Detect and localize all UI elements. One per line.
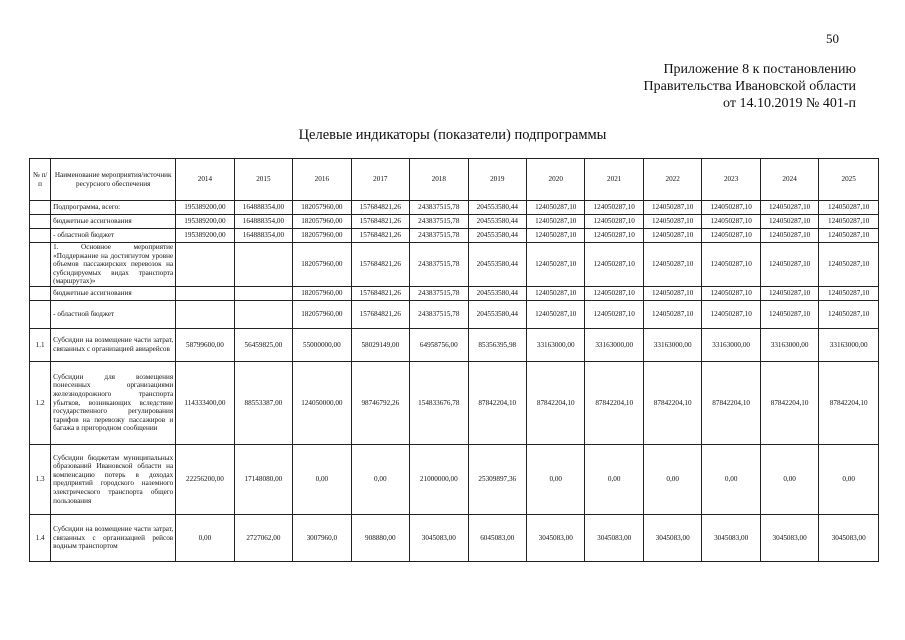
- header-name-cell: Наименование мероприятия/источник ресурсного обеспечения: [51, 159, 176, 201]
- row-value-cell: 124050287,10: [585, 243, 643, 287]
- row-value-cell: 124050287,10: [702, 286, 760, 300]
- row-name-cell: Субсидии бюджетам муниципальных образований Ивановской области на компенсацию потерь в доходах предприятий городского наземного электрического транспорта общего пользования: [51, 444, 176, 514]
- row-value-cell: 124050287,10: [819, 243, 879, 287]
- row-value-cell: 33163000,00: [643, 328, 701, 361]
- table-row: [30, 286, 879, 300]
- row-value-cell: 3045083,00: [819, 514, 879, 561]
- row-value-cell: 3045083,00: [702, 514, 760, 561]
- row-value-cell: [234, 243, 292, 287]
- row-value-cell: 85356395,98: [468, 328, 526, 361]
- row-value-cell: 33163000,00: [819, 328, 879, 361]
- row-number-cell: [30, 286, 51, 300]
- row-value-cell: 33163000,00: [585, 328, 643, 361]
- row-value-cell: 114333400,00: [176, 361, 234, 444]
- table-row: [30, 361, 879, 444]
- row-number-cell: [30, 300, 51, 328]
- row-value-cell: [176, 243, 234, 287]
- row-name-cell: Субсидии на возмещение части затрат, связанных с организацией авиарейсов: [51, 328, 176, 361]
- row-value-cell: 0,00: [702, 444, 760, 514]
- appendix-line-3: от 14.10.2019 № 401-п: [723, 96, 856, 111]
- row-value-cell: 3007960,0: [293, 514, 351, 561]
- row-value-cell: 182057960,00: [293, 243, 351, 287]
- row-value-cell: 124050287,10: [760, 201, 818, 215]
- table-row: [30, 444, 879, 514]
- row-value-cell: 124050287,10: [819, 229, 879, 243]
- row-value-cell: 87842204,10: [643, 361, 701, 444]
- row-value-cell: 124050287,10: [819, 286, 879, 300]
- row-value-cell: 2727062,00: [234, 514, 292, 561]
- table-row: [30, 215, 879, 229]
- row-value-cell: 124050287,10: [643, 201, 701, 215]
- header-year-cell: 2022: [643, 159, 701, 201]
- row-value-cell: 157684821,26: [351, 229, 409, 243]
- header-year-cell: 2015: [234, 159, 292, 201]
- row-value-cell: 124050287,10: [760, 229, 818, 243]
- row-value-cell: 124050287,10: [527, 215, 585, 229]
- row-value-cell: 124050287,10: [760, 243, 818, 287]
- row-value-cell: 164888354,00: [234, 229, 292, 243]
- header-year-cell: 2014: [176, 159, 234, 201]
- row-value-cell: 124050287,10: [585, 215, 643, 229]
- row-value-cell: 243837515,78: [410, 286, 468, 300]
- row-value-cell: 0,00: [585, 444, 643, 514]
- page-number: 50: [826, 31, 839, 46]
- row-value-cell: 157684821,26: [351, 243, 409, 287]
- row-value-cell: 33163000,00: [702, 328, 760, 361]
- row-value-cell: 87842204,10: [760, 361, 818, 444]
- row-value-cell: 195389200,00: [176, 215, 234, 229]
- row-name-cell: 1. Основное мероприятие «Поддержание на достигнутом уровне объемов пассажирских перевозок на субсидируемых видах транспорта (маршрутах)»: [51, 243, 176, 287]
- row-value-cell: 0,00: [351, 444, 409, 514]
- table-row: [30, 201, 879, 215]
- row-value-cell: 0,00: [760, 444, 818, 514]
- row-value-cell: 22256200,00: [176, 444, 234, 514]
- row-value-cell: 33163000,00: [760, 328, 818, 361]
- row-value-cell: 124050287,10: [585, 300, 643, 328]
- document-title: Целевые индикаторы (показатели) подпрограммы: [298, 127, 607, 143]
- row-value-cell: 182057960,00: [293, 286, 351, 300]
- row-value-cell: 124050287,10: [702, 300, 760, 328]
- indicators-table: [29, 158, 879, 562]
- row-value-cell: 3045083,00: [585, 514, 643, 561]
- header-num-cell: № п/п: [30, 159, 51, 201]
- row-value-cell: 124050287,10: [585, 201, 643, 215]
- row-value-cell: 0,00: [527, 444, 585, 514]
- row-value-cell: 21000000,00: [410, 444, 468, 514]
- row-value-cell: 17148080,00: [234, 444, 292, 514]
- row-name-cell: бюджетные ассигнования: [51, 286, 176, 300]
- row-number-cell: 1.2: [30, 361, 51, 444]
- row-value-cell: 182057960,00: [293, 300, 351, 328]
- row-value-cell: 182057960,00: [293, 215, 351, 229]
- row-name-cell: бюджетные ассигнования: [51, 215, 176, 229]
- row-value-cell: 87842204,10: [702, 361, 760, 444]
- row-value-cell: 157684821,26: [351, 300, 409, 328]
- row-value-cell: 124050287,10: [702, 243, 760, 287]
- row-value-cell: 3045083,00: [527, 514, 585, 561]
- row-value-cell: 58029149,00: [351, 328, 409, 361]
- row-value-cell: 157684821,26: [351, 215, 409, 229]
- table-row: [30, 300, 879, 328]
- row-value-cell: 204553580,44: [468, 201, 526, 215]
- table-row: [30, 328, 879, 361]
- row-value-cell: 87842204,10: [585, 361, 643, 444]
- row-value-cell: 124050287,10: [643, 215, 701, 229]
- header-year-cell: 2020: [527, 159, 585, 201]
- row-value-cell: 124050287,10: [819, 300, 879, 328]
- row-value-cell: 124050287,10: [527, 201, 585, 215]
- row-number-cell: 1.1: [30, 328, 51, 361]
- row-value-cell: 204553580,44: [468, 229, 526, 243]
- row-value-cell: 182057960,00: [293, 201, 351, 215]
- row-value-cell: 124050287,10: [527, 286, 585, 300]
- row-value-cell: 204553580,44: [468, 286, 526, 300]
- row-value-cell: 0,00: [819, 444, 879, 514]
- row-value-cell: 87842204,10: [527, 361, 585, 444]
- row-value-cell: 87842204,10: [819, 361, 879, 444]
- row-value-cell: 154833676,78: [410, 361, 468, 444]
- row-value-cell: 25309897,36: [468, 444, 526, 514]
- row-number-cell: [30, 201, 51, 215]
- row-value-cell: 3045083,00: [410, 514, 468, 561]
- row-value-cell: 182057960,00: [293, 229, 351, 243]
- row-value-cell: 124050287,10: [760, 215, 818, 229]
- row-value-cell: 124050287,10: [760, 286, 818, 300]
- row-value-cell: [176, 286, 234, 300]
- row-value-cell: 124050287,10: [702, 201, 760, 215]
- row-value-cell: 124050287,10: [585, 229, 643, 243]
- row-value-cell: 88553387,00: [234, 361, 292, 444]
- row-value-cell: 124050287,10: [819, 215, 879, 229]
- appendix-line-2: Правительства Ивановской области: [643, 79, 856, 94]
- row-value-cell: 195389200,00: [176, 201, 234, 215]
- row-value-cell: 64958756,00: [410, 328, 468, 361]
- row-value-cell: 124050287,10: [819, 201, 879, 215]
- row-value-cell: 243837515,78: [410, 229, 468, 243]
- row-value-cell: 124050000,00: [293, 361, 351, 444]
- row-value-cell: 243837515,78: [410, 300, 468, 328]
- row-value-cell: 124050287,10: [527, 300, 585, 328]
- row-value-cell: 157684821,26: [351, 201, 409, 215]
- row-name-cell: Субсидии на возмещение части затрат, связанных с организацией рейсов водным транспортом: [51, 514, 176, 561]
- row-value-cell: 6045083,00: [468, 514, 526, 561]
- row-value-cell: 124050287,10: [643, 229, 701, 243]
- row-value-cell: 124050287,10: [702, 215, 760, 229]
- row-value-cell: 58799600,00: [176, 328, 234, 361]
- appendix-reference: [644, 61, 856, 112]
- row-number-cell: [30, 243, 51, 287]
- header-year-cell: 2025: [819, 159, 879, 201]
- header-year-cell: 2021: [585, 159, 643, 201]
- row-value-cell: 0,00: [293, 444, 351, 514]
- row-name-cell: Субсидии для возмещения понесенных организациями железнодорожного транспорта убытков, возникающих вследствие государственного регулирования тарифов на перевозку пассажиров и багажа в пригородном сообщении: [51, 361, 176, 444]
- row-value-cell: 124050287,10: [643, 243, 701, 287]
- row-value-cell: 0,00: [176, 514, 234, 561]
- row-value-cell: 3045083,00: [643, 514, 701, 561]
- row-value-cell: [176, 300, 234, 328]
- row-value-cell: 204553580,44: [468, 243, 526, 287]
- table-row: [30, 514, 879, 561]
- row-name-cell: - областной бюджет: [51, 229, 176, 243]
- header-year-cell: 2023: [702, 159, 760, 201]
- row-value-cell: 908880,00: [351, 514, 409, 561]
- row-number-cell: 1.3: [30, 444, 51, 514]
- row-name-cell: Подпрограмма, всего:: [51, 201, 176, 215]
- row-value-cell: 0,00: [643, 444, 701, 514]
- row-value-cell: 204553580,44: [468, 215, 526, 229]
- table-row: [30, 229, 879, 243]
- row-value-cell: 157684821,26: [351, 286, 409, 300]
- row-value-cell: [234, 300, 292, 328]
- row-value-cell: 124050287,10: [643, 300, 701, 328]
- row-value-cell: 33163000,00: [527, 328, 585, 361]
- header-year-cell: 2018: [410, 159, 468, 201]
- row-value-cell: [234, 286, 292, 300]
- header-year-cell: 2019: [468, 159, 526, 201]
- row-value-cell: 243837515,78: [410, 215, 468, 229]
- table-row: [30, 243, 879, 287]
- table-header-row: [30, 159, 879, 201]
- row-value-cell: 243837515,78: [410, 243, 468, 287]
- row-number-cell: [30, 215, 51, 229]
- row-value-cell: 204553580,44: [468, 300, 526, 328]
- row-value-cell: 124050287,10: [702, 229, 760, 243]
- row-value-cell: 124050287,10: [527, 243, 585, 287]
- row-value-cell: 87842204,10: [468, 361, 526, 444]
- header-year-cell: 2016: [293, 159, 351, 201]
- row-value-cell: 164888354,00: [234, 201, 292, 215]
- row-value-cell: 124050287,10: [585, 286, 643, 300]
- row-value-cell: 124050287,10: [527, 229, 585, 243]
- row-value-cell: 195389200,00: [176, 229, 234, 243]
- row-value-cell: 55000000,00: [293, 328, 351, 361]
- appendix-line-1: Приложение 8 к постановлению: [663, 62, 856, 77]
- row-number-cell: 1.4: [30, 514, 51, 561]
- row-number-cell: [30, 229, 51, 243]
- row-value-cell: 56459825,00: [234, 328, 292, 361]
- row-value-cell: 164888354,00: [234, 215, 292, 229]
- header-year-cell: 2024: [760, 159, 818, 201]
- row-value-cell: 124050287,10: [760, 300, 818, 328]
- row-value-cell: 243837515,78: [410, 201, 468, 215]
- row-value-cell: 3045083,00: [760, 514, 818, 561]
- row-name-cell: - областной бюджет: [51, 300, 176, 328]
- row-value-cell: 124050287,10: [643, 286, 701, 300]
- header-year-cell: 2017: [351, 159, 409, 201]
- row-value-cell: 98746792,26: [351, 361, 409, 444]
